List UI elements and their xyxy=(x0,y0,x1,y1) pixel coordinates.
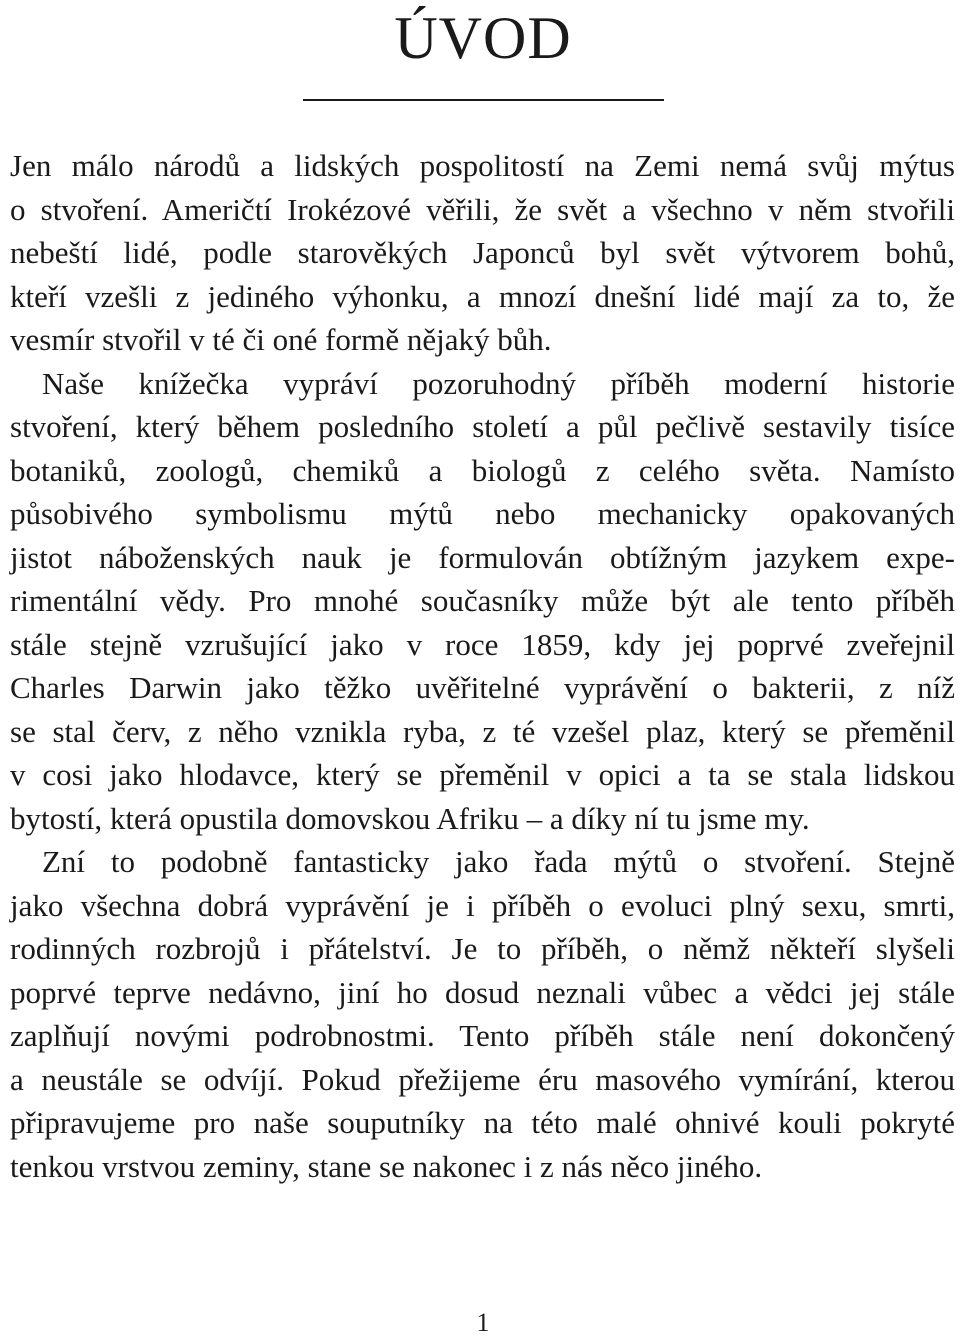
text-line: jako všechna dobrá vyprávění je i příběh o evoluci plný sexu, smrti, xyxy=(10,887,955,923)
chapter-title: ÚVOD xyxy=(394,5,572,71)
text-line: rodinných rozbrojů i přátelství. Je to příběh, o němž někteří slyšeli xyxy=(10,931,955,966)
text-line: Charles Darwin jako těžko uvěřitelné vyprávění o bakterii, z níž xyxy=(10,670,955,705)
text-line: působivého symbolismu mýtů nebo mechanicky opakovaných xyxy=(10,496,955,531)
text-line: Zní to podobně fantasticky jako řada mýtů o stvoření. Stejně xyxy=(42,844,955,879)
text-line: rimentální vědy. Pro mnohé současníky může být ale tento příběh xyxy=(10,583,955,618)
text-line: Naše knížečka vypráví pozoruhodný příběh moderní historie xyxy=(42,365,955,401)
text-line: botaniků, zoologů, chemiků a biologů z celého světa. Namísto xyxy=(10,452,955,488)
text-line: v cosi jako hlodavce, který se přeměnil v opici a ta se stala lidskou xyxy=(10,757,955,792)
title-underline-rule xyxy=(303,99,664,101)
text-line: jistot náboženských nauk je formulován obtížným jazykem expe- xyxy=(10,539,955,575)
text-line: stvoření, který během posledního století a půl pečlivě sestavily tisíce xyxy=(10,409,955,444)
text-line: se stal červ, z něho vznikla ryba, z té vzešel plaz, který se přeměnil xyxy=(10,713,955,749)
text-line: nebeští lidé, podle starověkých Japonců byl svět výtvorem bohů, xyxy=(10,235,955,270)
text-line: o stvoření. Američtí Irokézové věřili, že svět a všechno v něm stvořili xyxy=(10,191,955,227)
text-line: připravujeme pro naše souputníky na této malé ohnivé kouli pokryté xyxy=(10,1105,955,1140)
text-line: tenkou vrstvou zeminy, stane se nakonec i z nás něco jiného. xyxy=(10,1148,763,1184)
page-number: 1 xyxy=(476,1308,490,1337)
text-line: vesmír stvořil v té či oné formě nějaký bůh. xyxy=(10,322,552,357)
text-line: kteří vzešli z jediného výhonku, a mnozí dnešní lidé mají za to, že xyxy=(10,278,955,314)
text-line: bytostí, která opustila domovskou Afriku – a díky ní tu jsme my. xyxy=(10,800,810,836)
text-line: a neustále se odvíjí. Pokud přežijeme éru masového vymírání, kterou xyxy=(10,1061,955,1097)
text-line: stále stejně vzrušující jako v roce 1859, kdy jej poprvé zveřejnil xyxy=(10,626,955,662)
text-line: Jen málo národů a lidských pospolitostí na Zemi nemá svůj mýtus xyxy=(10,148,955,183)
body-text xyxy=(10,144,955,1188)
text-line: poprvé teprve nedávno, jiní ho dosud neznali vůbec a vědci jej stále xyxy=(10,974,955,1010)
text-line: zaplňují novými podrobnostmi. Tento příběh stále není dokončený xyxy=(10,1018,955,1053)
